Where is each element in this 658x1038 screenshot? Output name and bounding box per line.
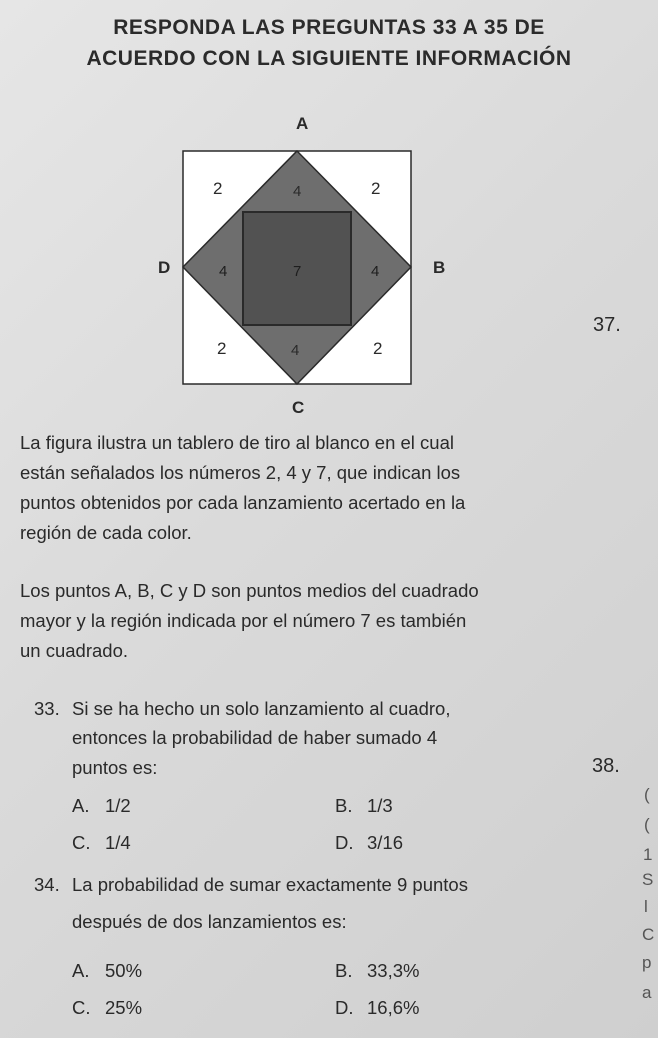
edge-fragment-7: p	[642, 953, 652, 972]
dartboard-figure	[175, 145, 420, 390]
edge-fragment-4: S	[642, 870, 654, 889]
question-34-number: 34.	[34, 874, 60, 895]
points-tri-left: 4	[219, 263, 228, 280]
q33-option-b-text: 1/3	[367, 795, 393, 816]
q34-option-c-text: 25%	[105, 997, 143, 1018]
points-tri-top: 4	[293, 183, 302, 200]
edge-fragment-2: (	[644, 815, 650, 834]
q33-option-a-letter: A.	[72, 795, 90, 816]
points-corner-bl: 2	[217, 339, 227, 358]
q33-option-d-letter: D.	[335, 832, 354, 853]
edge-fragment-6: C	[642, 925, 655, 944]
points-corner-tl: 2	[213, 179, 223, 198]
figure-label-c: C	[292, 398, 305, 417]
instruction-heading-line1: RESPONDA LAS PREGUNTAS 33 A 35 DE	[113, 16, 545, 39]
edge-fragment-5: l	[644, 897, 648, 916]
points-tri-right: 4	[371, 263, 380, 280]
intro-p2-line2: mayor y la región indicada por el número 7 es también	[20, 610, 467, 631]
q34-option-d-text: 16,6%	[367, 997, 420, 1018]
q34-option-b-text: 33,3%	[367, 960, 420, 981]
figure-label-b: B	[433, 258, 446, 277]
intro-p2-line3: un cuadrado.	[20, 640, 129, 661]
edge-fragment-8: a	[642, 983, 652, 1002]
figure-label-a: A	[296, 114, 309, 133]
edge-fragment-1: (	[644, 785, 650, 804]
q34-option-a-text: 50%	[105, 960, 143, 981]
q34-option-c-letter: C.	[72, 997, 91, 1018]
question-37-number: 37.	[593, 314, 621, 336]
q34-option-a-letter: A.	[72, 960, 90, 981]
q33-option-d-text: 3/16	[367, 832, 404, 853]
intro-p1-line2: están señalados los números 2, 4 y 7, que indican los	[20, 462, 461, 483]
q33-option-a-text: 1/2	[105, 795, 131, 816]
q34-option-d-letter: D.	[335, 997, 354, 1018]
edge-fragment-3: 1	[643, 845, 653, 864]
q34-option-b-letter: B.	[335, 960, 353, 981]
question-33-line3: puntos es:	[72, 757, 158, 778]
q33-option-c-text: 1/4	[105, 832, 131, 853]
intro-p1-line3: puntos obtenidos por cada lanzamiento acertado en la	[20, 492, 466, 513]
figure-label-d: D	[158, 258, 171, 277]
question-34-line1: La probabilidad de sumar exactamente 9 puntos	[72, 874, 468, 895]
points-tri-bottom: 4	[291, 342, 300, 359]
question-33-line1: Si se ha hecho un solo lanzamiento al cuadro,	[72, 698, 451, 719]
question-33-line2: entonces la probabilidad de haber sumado 4	[72, 727, 438, 748]
points-center: 7	[293, 263, 302, 280]
intro-p2-line1: Los puntos A, B, C y D son puntos medios del cuadrado	[20, 580, 479, 601]
intro-p1-line1: La figura ilustra un tablero de tiro al blanco en el cual	[20, 432, 454, 453]
instruction-heading-line2: ACUERDO CON LA SIGUIENTE INFORMACIÓN	[86, 47, 572, 70]
question-38-number: 38.	[592, 755, 620, 777]
question-34-line2: después de dos lanzamientos es:	[72, 911, 347, 932]
intro-p1-line4: región de cada color.	[20, 522, 192, 543]
points-corner-br: 2	[373, 339, 383, 358]
q33-option-b-letter: B.	[335, 795, 353, 816]
q33-option-c-letter: C.	[72, 832, 91, 853]
points-corner-tr: 2	[371, 179, 381, 198]
question-33-number: 33.	[34, 698, 60, 719]
